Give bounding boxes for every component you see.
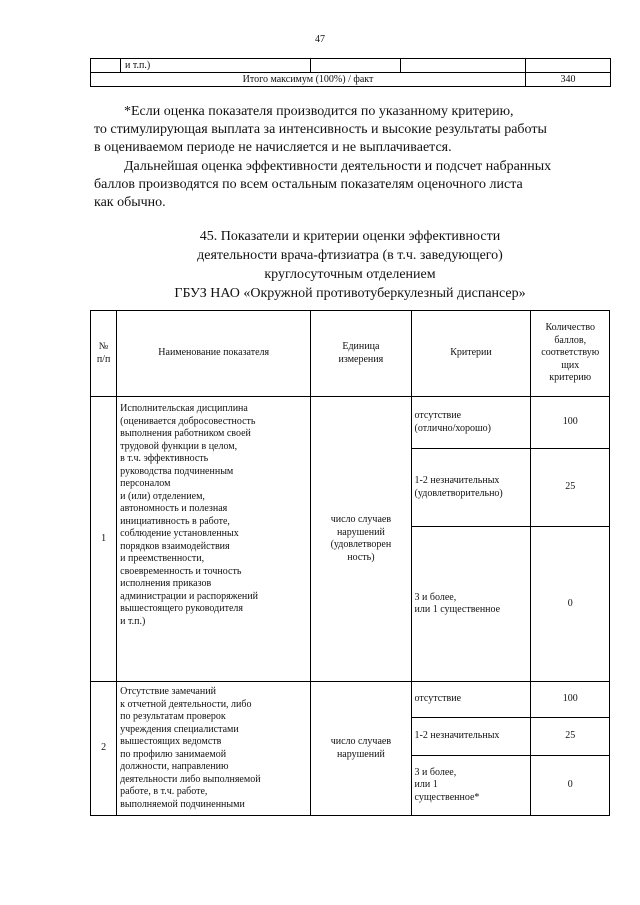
criteria-cell: отсутствие <box>411 682 531 718</box>
unit-cell: число случаев нарушений <box>311 682 411 816</box>
header-name: Наименование показателя <box>117 311 311 397</box>
criteria-cell: 3 и более, или 1 существенное* <box>411 756 531 816</box>
indicator-name: Исполнительская дисциплина (оценивается добросовестность выполнения работником своей трудовой функции в целом, в т.ч. эффективность руководства подчиненным персоналом и (или) отделением, автономность и полезная инициативность в работе, соблюдение установленных порядков взаимодействия и преемственности, своевременность и точность исполнения приказов администрации и распоряжений вышестоящего руководителя и т.п.) <box>117 397 311 682</box>
indicator-name: Отсутствие замечаний к отчетной деятельности, либо по результатам проверок учреждения специалистами вышестоящих ведомств по профилю занимаемой должности, направлению деятельности либо выполняемой работе, в т.ч. работе, выполняемой подчиненными <box>117 682 311 816</box>
criteria-cell: 1-2 незначительных (удовлетворительно) <box>411 449 531 527</box>
table-row <box>91 397 610 449</box>
total-row <box>91 73 611 87</box>
row-num: 2 <box>91 682 117 816</box>
row-text: и т.п.) <box>121 59 311 73</box>
criteria-cell: отсутствие (отлично/хорошо) <box>411 397 531 449</box>
previous-table-fragment <box>90 58 611 87</box>
criteria-table <box>90 310 610 816</box>
table-row <box>91 59 611 73</box>
points-cell: 25 <box>531 718 610 756</box>
total-label: Итого максимум (100%) / факт <box>91 73 526 87</box>
row-num: 1 <box>91 397 117 682</box>
criteria-cell: 3 и более, или 1 существенное <box>411 527 531 682</box>
points-cell: 100 <box>531 397 610 449</box>
criteria-cell: 1-2 незначительных <box>411 718 531 756</box>
table-header-row <box>91 311 610 397</box>
points-cell: 25 <box>531 449 610 527</box>
points-cell: 0 <box>531 527 610 682</box>
header-unit: Единица измерения <box>311 311 411 397</box>
note-paragraph: *Если оценка показателя производится по указанному критерию, то стимулирующая выплата за интенсивность и высокие результаты работы в оцениваемом периоде не начисляется и не выплачивается. <box>94 104 547 155</box>
header-criteria: Критерии <box>411 311 531 397</box>
section-heading: 45. Показатели и критерии оценки эффективности деятельности врача-фтизиатра (в т.ч. заведующего) круглосуточным отделением ГБУЗ НАО «Окружной противотуберкулезный диспансер» <box>174 229 526 301</box>
total-value: 340 <box>526 73 611 87</box>
table-row <box>91 682 610 718</box>
second-paragraph: Дальнейшая оценка эффективности деятельности и подсчет набранных баллов производятся по всем остальным показателям оценочного листа как обычно. <box>94 159 552 210</box>
points-cell: 100 <box>531 682 610 718</box>
points-cell: 0 <box>531 756 610 816</box>
page-number: 47 <box>315 34 325 45</box>
header-num: № п/п <box>91 311 117 397</box>
header-points: Количество баллов, соответствую щих критерию <box>531 311 610 397</box>
unit-cell: число случаев нарушений (удовлетворен ность) <box>311 397 411 682</box>
